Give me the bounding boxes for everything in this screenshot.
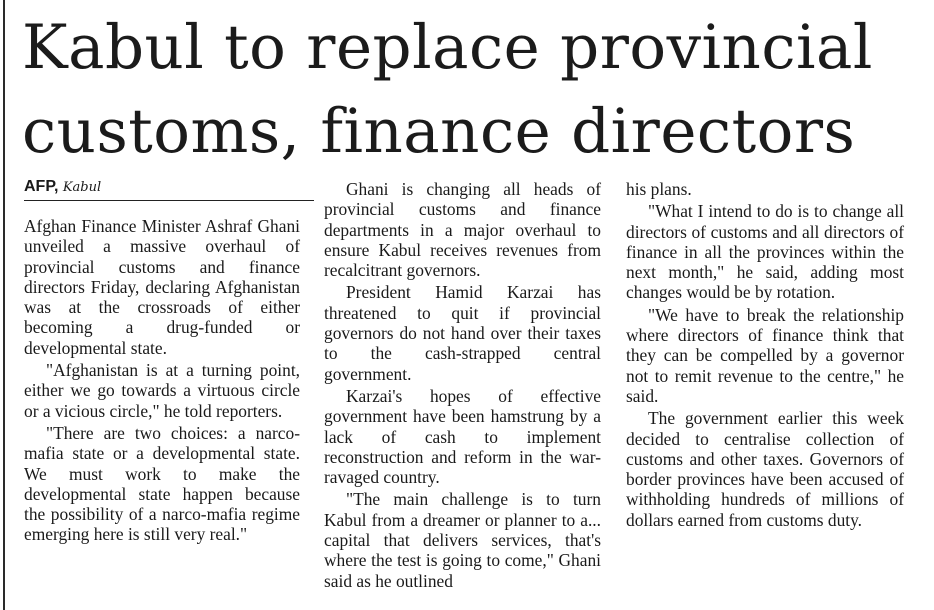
- article-column-3: [626, 179, 904, 530]
- paragraph: "We have to break the relationship where directors of finance think that they can be compelled by a governor not to remit revenue to the centre," he said.: [626, 304, 904, 406]
- paragraph: Ghani is changing all heads of provincial customs and finance departments in a major overhaul to ensure Kabul receives revenues from recalcitrant governors.: [324, 179, 601, 281]
- byline-place: Kabul: [62, 180, 102, 195]
- byline-agency: AFP,: [24, 178, 59, 195]
- article-column-1: [24, 216, 300, 545]
- paragraph: "What I intend to do is to change all directors of customs and all directors of finance in all the provinces within the next month," he said, adding most changes would be by rotation.: [626, 201, 904, 303]
- paragraph: The government earlier this week decided to centralise collection of customs and other taxes. Governors of border provinces have been accused of withholding hundreds of millions of dollars earned from customs duty.: [626, 408, 904, 530]
- article-column-2: [324, 179, 601, 591]
- paragraph: "Afghanistan is at a turning point, either we go towards a virtuous circle or a vicious circle," he told reporters.: [24, 360, 300, 421]
- paragraph: "The main challenge is to turn Kabul from a dreamer or planner to a... capital that delivers services, that's where the test is going to come," Ghani said as he outlined: [324, 489, 601, 591]
- paragraph: Afghan Finance Minister Ashraf Ghani unveiled a massive overhaul of provincial customs and finance directors Friday, declaring Afghanistan was at the crossroads of either becoming a drug-funded or developmental state.: [24, 216, 300, 358]
- column-rule: [3, 0, 5, 610]
- paragraph: Karzai's hopes of effective government have been hamstrung by a lack of cash to implement reconstruction and reform in the war-ravaged country.: [324, 385, 601, 488]
- paragraph: his plans.: [626, 179, 692, 199]
- byline: [24, 177, 314, 201]
- paragraph: President Hamid Karzai has threatened to quit if provincial governors do not hand over their taxes to the cash-strapped central government.: [324, 282, 601, 384]
- paragraph: "There are two choices: a narco-mafia state or a developmental state. We must work to make the developmental state happen because the possibility of a narco-mafia regime emerging here is still very real.": [24, 422, 300, 545]
- headline: Kabul to replace provincial customs, finance directors: [22, 12, 873, 167]
